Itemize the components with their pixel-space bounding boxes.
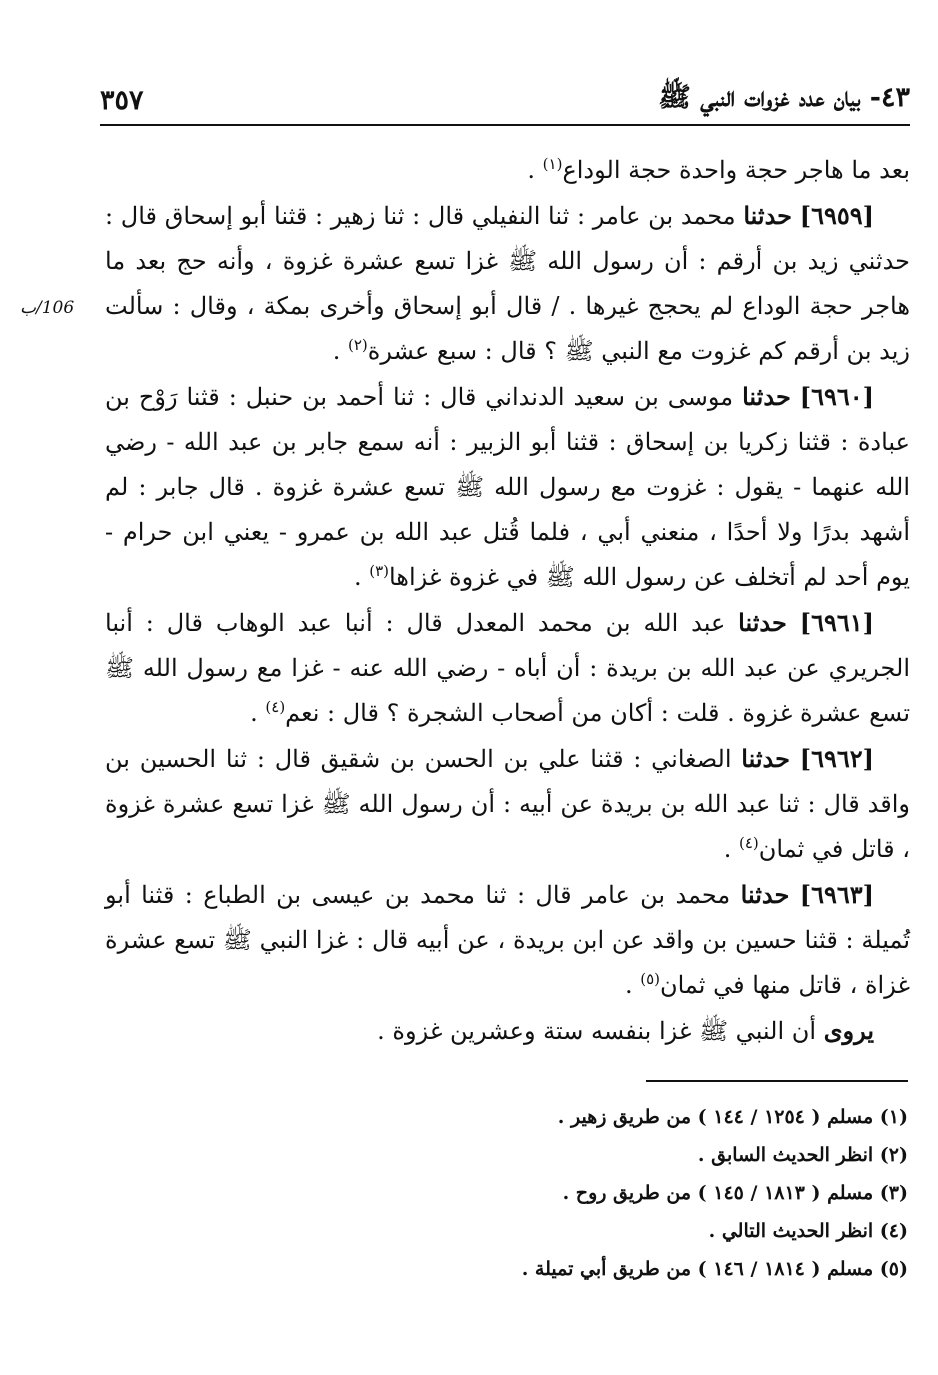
hadith-number: [٦٩٦٠] — [799, 382, 874, 411]
hadith-number: [٦٩٦٣] — [799, 880, 875, 909]
hadith-keyword: حدثنا — [742, 382, 791, 411]
paragraph-tail: . — [723, 835, 739, 863]
hadith-number: [٦٩٥٩] — [799, 201, 874, 230]
hadith-paragraph — [105, 374, 910, 600]
paragraph-tail: . — [332, 337, 348, 365]
footnotes — [300, 1098, 908, 1288]
margin-note: 106/ب — [20, 298, 75, 318]
footnote-ref: (٥) — [640, 970, 660, 988]
hadith-keyword: حدثنا — [738, 608, 787, 637]
hadith-paragraph — [105, 193, 910, 374]
hadith-paragraph — [105, 872, 910, 1008]
hadith-keyword: حدثنا — [740, 880, 790, 909]
footnote: (١) مسلم ( ١٢٥٤ / ١٤٤ ) من طريق زهير . — [557, 1106, 908, 1128]
hadith-keyword: حدثنا — [743, 201, 793, 230]
chapter-title: ٤٣- بيان عدد غزوات النبي ﷺ — [658, 82, 910, 113]
footnote-ref: (٣) — [369, 562, 389, 580]
closing-paragraph — [105, 1008, 910, 1054]
hadith-paragraph — [105, 736, 910, 872]
paragraph-text: أن النبي ﷺ غزا بنفسه ستة وعشرين غزوة . — [377, 1017, 824, 1045]
paragraph-text: الصغاني : قثنا علي بن الحسن بن شقيق قال : ثنا الحسين بن واقد قال : ثنا عبد الله بن بريدة عن أبيه : أن رسول الله ﷺ غزا تسع عشرة غزوة ، قاتل في ثمان — [105, 745, 910, 863]
paragraph-tail: . — [624, 971, 641, 999]
paragraph-text: عبد الله بن محمد المعدل قال : أنبا عبد الوهاب قال : أنبا الجريري عن عبد الله بن بريدة : أن أباه - رضي الله عنه - غزا مع رسول الله ﷺ تسع عشرة غزوة . قلت : أكان من أصحاب الشجرة ؟ قال : نعم — [105, 609, 910, 727]
footnote-ref: (٤) — [738, 834, 759, 852]
paragraph-keyword: يروى — [823, 1016, 874, 1045]
footnote-ref: (٤) — [265, 698, 286, 716]
paragraph-continuation — [105, 148, 910, 193]
footnote: (٣) مسلم ( ١٨١٣ / ١٤٥ ) من طريق روح . — [562, 1182, 908, 1204]
hadith-number: [٦٩٦٢] — [799, 744, 874, 773]
paragraph-tail: . — [353, 563, 370, 591]
paragraph-text: محمد بن عامر : ثنا النفيلي قال : ثنا زهير : قثنا أبو إسحاق قال : حدثني زيد بن أرقم : أن رسول الله ﷺ غزا تسع عشرة غزوة ، وأنه حج بعد ما هاجر حجة الوداع لم يحجج غيرها . / قال أبو إسحاق وأخرى بمكة ، وقال : سألت زيد بن أرقم كم غزوت مع النبي ﷺ ؟ قال : سبع عشرة — [105, 202, 911, 365]
page-number: ٣٥٧ — [100, 84, 144, 116]
footnote: (٤) انظر الحديث التالي . — [708, 1220, 908, 1242]
paragraph-tail: . — [250, 699, 266, 727]
paragraph-text: موسى بن سعيد الدنداني قال : ثنا أحمد بن حنبل : قثنا رَوْح بن عبادة : قثنا زكريا بن إسحاق : قثنا أبو الزبير : أنه سمع جابر بن عبد الله - رضي الله عنهما - يقول : غزوت مع رسول الله ﷺ تسع عشرة غزوة . قال جابر : لم أشهد بدرًا ولا أحدًا ، منعني أبي ، فلما قُتل عبد الله بن عمرو - يعني ابن حرام - يوم أحد لم أتخلف عن رسول الله ﷺ في غزوة غزاها — [105, 383, 910, 591]
footnote: (٢) انظر الحديث السابق . — [697, 1144, 908, 1166]
page-header — [100, 82, 910, 118]
footnote-ref: (١) — [542, 155, 563, 173]
paragraph-tail: . — [527, 156, 543, 184]
header-rule — [100, 124, 910, 126]
paragraph-text: محمد بن عامر قال : ثنا محمد بن عيسى بن الطباع : قثنا أبو تُميلة : قثنا حسين بن واقد عن ابن بريدة ، عن أبيه قال : غزا النبي ﷺ تسع عشرة غزاة ، قاتل منها في ثمان — [105, 881, 910, 999]
hadith-number: [٦٩٦١] — [799, 608, 874, 637]
main-text — [105, 148, 910, 1054]
footnote: (٥) مسلم ( ١٨١٤ / ١٤٦ ) من طريق أبي تميلة . — [521, 1258, 908, 1280]
footnote-rule — [646, 1080, 908, 1082]
paragraph-text: بعد ما هاجر حجة واحدة حجة الوداع — [562, 156, 910, 184]
hadith-paragraph — [105, 600, 910, 736]
hadith-keyword: حدثنا — [741, 744, 790, 773]
footnote-ref: (٢) — [347, 336, 368, 354]
